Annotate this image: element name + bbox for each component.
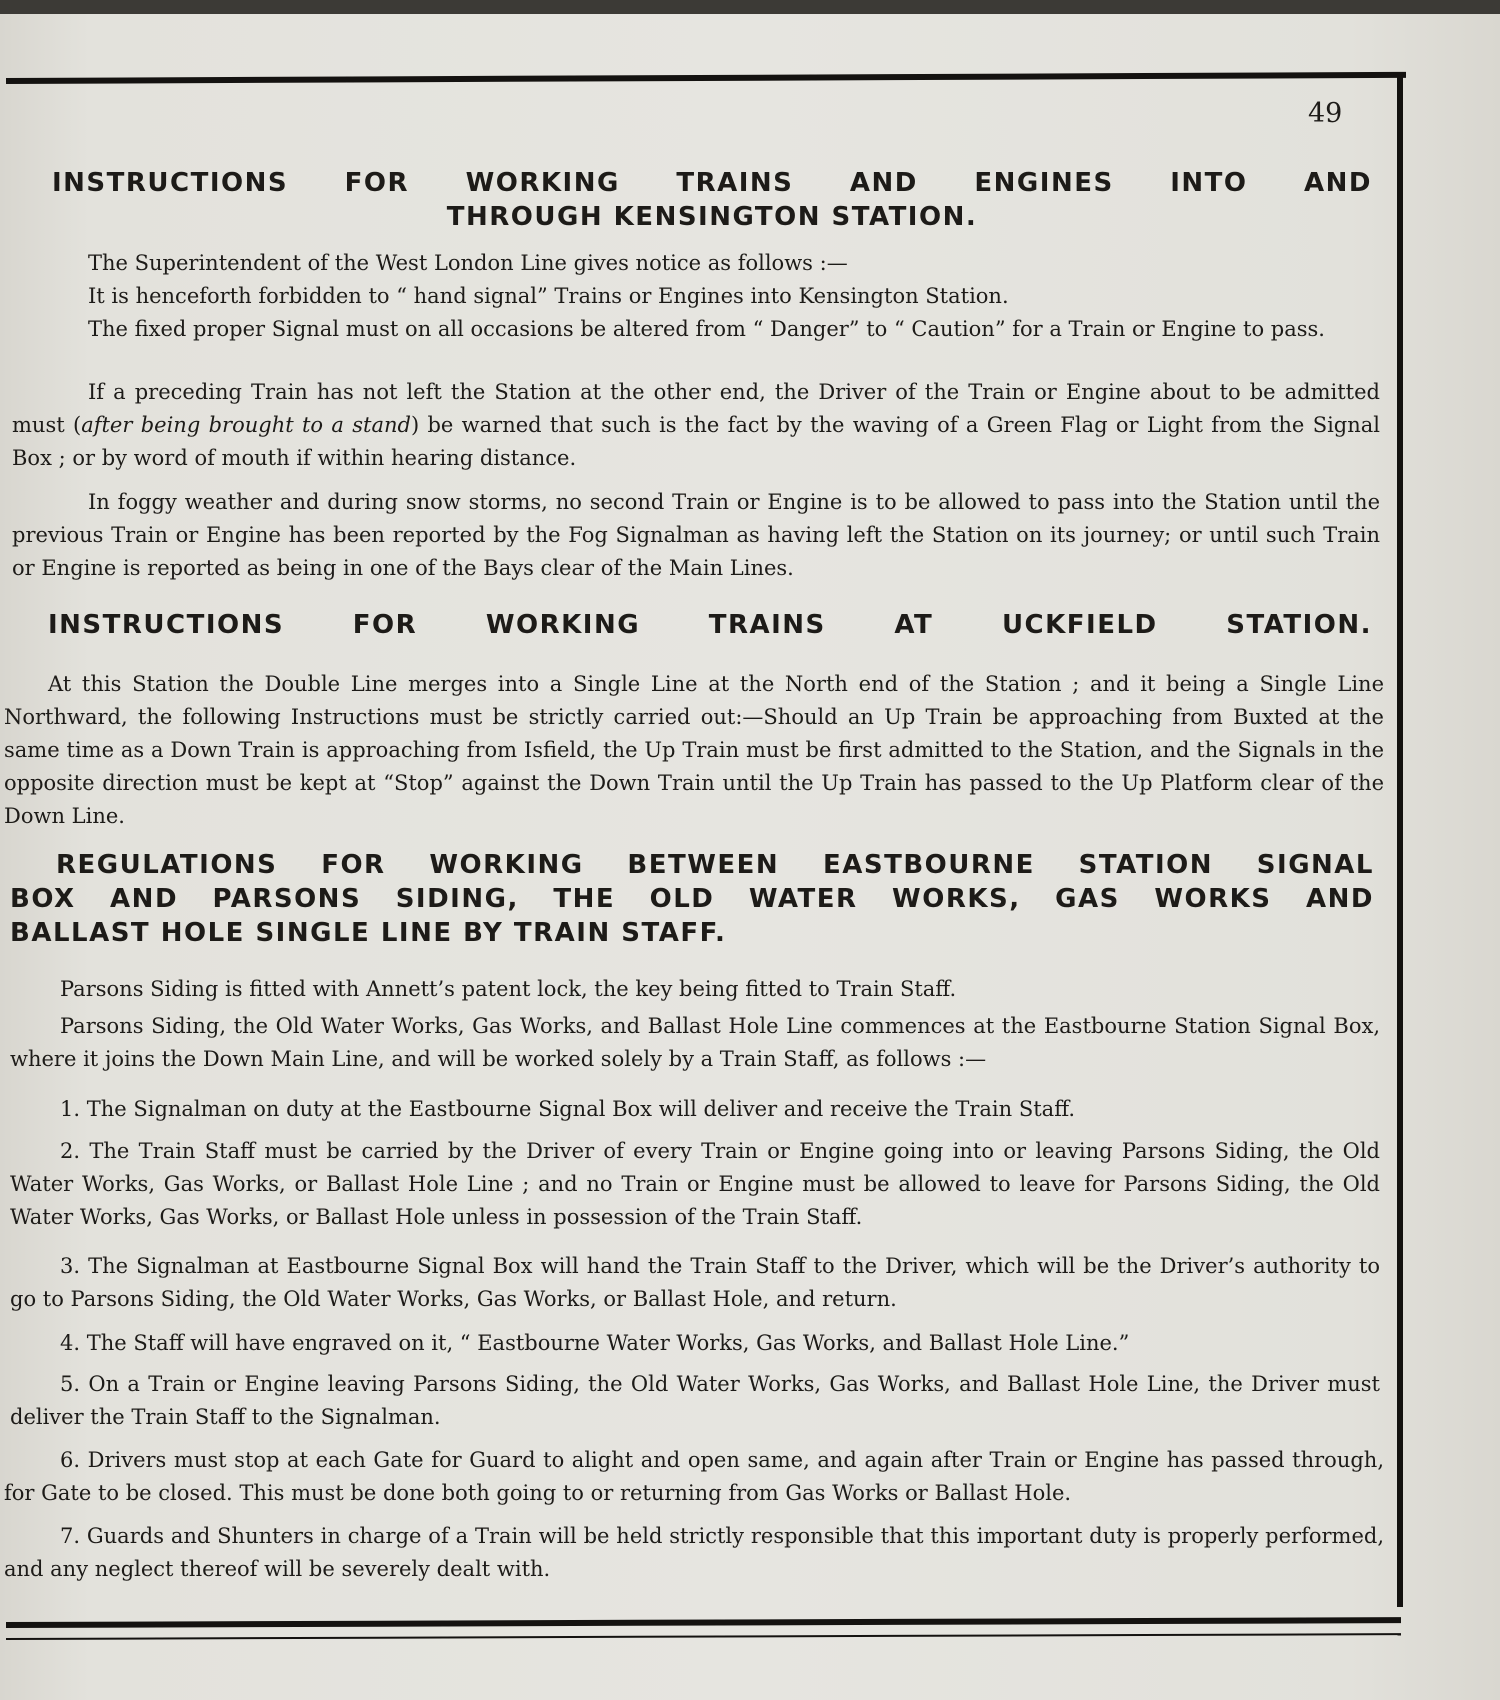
kensington-paragraph-1: The Superintendent of the West London Line gives notice as follows :—: [88, 251, 848, 275]
eastbourne-rule-4: 4. The Staff will have engraved on it, “ Eastbourne Water Works, Gas Works, and Ballast Hole Line.”: [60, 1331, 1130, 1355]
right-border-rule: [1397, 72, 1403, 1607]
eastbourne-paragraph-2: Parsons Siding, the Old Water Works, Gas Works, and Ballast Hole Line commences at the Eastbourne Station Signal Box, where it joins the Down Main Line, and will be worked solely by a Train Staff, as follows :—: [10, 1014, 1380, 1071]
page-number: 49: [1308, 98, 1343, 129]
kensington-paragraph-3: The fixed proper Signal must on all occasions be altered from “ Danger” to “ Caution” for a Train or Engine to pass.: [88, 317, 1325, 341]
kensington-paragraph-2: It is henceforth forbidden to “ hand signal” Trains or Engines into Kensington Station.: [88, 284, 1009, 308]
eastbourne-rule-2: 2. The Train Staff must be carried by the Driver of every Train or Engine going into or leaving Parsons Siding, the Old Water Works, Gas Works, or Ballast Hole Line ; and no Train or Engine must be allowed to leave for Parsons Siding, the Old Water Works, Gas Works, or Ballast Hole unless in possession of the Train Staff.: [10, 1139, 1380, 1229]
bottom-border-rule-thin: [6, 1633, 1401, 1640]
kensington-title-line2: THROUGH KENSINGTON STATION.: [446, 202, 978, 232]
eastbourne-rule-1: 1. The Signalman on duty at the Eastbourne Signal Box will deliver and receive the Train Staff.: [60, 1097, 1076, 1121]
eastbourne-title-line3: BALLAST HOLE SINGLE LINE BY TRAIN STAFF.: [10, 918, 727, 948]
kensington-paragraph-4-italic: after being brought to a stand: [81, 413, 411, 437]
page-top-edge: [0, 0, 1500, 14]
eastbourne-title-line1: REGULATIONS FOR WORKING BETWEEN EASTBOURNE STATION SIGNAL: [56, 850, 1374, 880]
eastbourne-title-line2: BOX AND PARSONS SIDING, THE OLD WATER WORKS, GAS WORKS AND: [10, 884, 1374, 914]
uckfield-title: INSTRUCTIONS FOR WORKING TRAINS AT UCKFIELD STATION.: [48, 610, 1372, 640]
eastbourne-rule-5: 5. On a Train or Engine leaving Parsons Siding, the Old Water Works, Gas Works, and Ballast Hole Line, the Driver must deliver the Train Staff to the Signalman.: [10, 1372, 1380, 1429]
kensington-title-line1: INSTRUCTIONS FOR WORKING TRAINS AND ENGINES INTO AND: [52, 168, 1372, 198]
eastbourne-rule-6: 6. Drivers must stop at each Gate for Guard to alight and open same, and again after Train or Engine has passed through, for Gate to be closed. This must be done both going to or returning from Gas Works or Ballast Hole.: [4, 1448, 1384, 1505]
kensington-paragraph-4-end: ) be warned that such is the fact by the waving of a Green Flag or Light from the Signal Box ; or by word of mouth if within hearing distance.: [12, 413, 1380, 470]
uckfield-paragraph: At this Station the Double Line merges into a Single Line at the North end of the Station ; and it being a Single Line Northward, the following Instructions must be strictly carried out:—Should an Up Train be approaching from Buxted at the same time as a Down Train is approaching from Isfield, the Up Train must be first admitted to the Station, and the Signals in the opposite direction must be kept at “Stop” against the Down Train until the Up Train has passed to the Up Platform clear of the Down Line.: [4, 672, 1384, 828]
kensington-paragraph-5: In foggy weather and during snow storms, no second Train or Engine is to be allowed to pass into the Station until the previous Train or Engine has been reported by the Fog Signalman as having left the Station on its journey; or until such Train or Engine is reported as being in one of the Bays clear of the Main Lines.: [12, 490, 1380, 580]
bottom-border-rule: [6, 1617, 1401, 1628]
eastbourne-rule-7: 7. Guards and Shunters in charge of a Train will be held strictly responsible that this important duty is properly performed, and any neglect thereof will be severely dealt with.: [4, 1524, 1384, 1581]
eastbourne-paragraph-1: Parsons Siding is fitted with Annett’s patent lock, the key being fitted to Train Staff.: [60, 977, 957, 1001]
kensington-paragraph-4-start: If a preceding Train has not left the Station at the other end, the Driver of the Train or Engine about to be admitted must (: [12, 380, 1380, 437]
eastbourne-rule-3: 3. The Signalman at Eastbourne Signal Box will hand the Train Staff to the Driver, which will be the Driver’s authority to go to Parsons Siding, the Old Water Works, Gas Works, or Ballast Hole, and return.: [10, 1254, 1380, 1311]
kensington-paragraph-4: [12, 376, 1380, 475]
top-border-rule: [6, 72, 1406, 84]
